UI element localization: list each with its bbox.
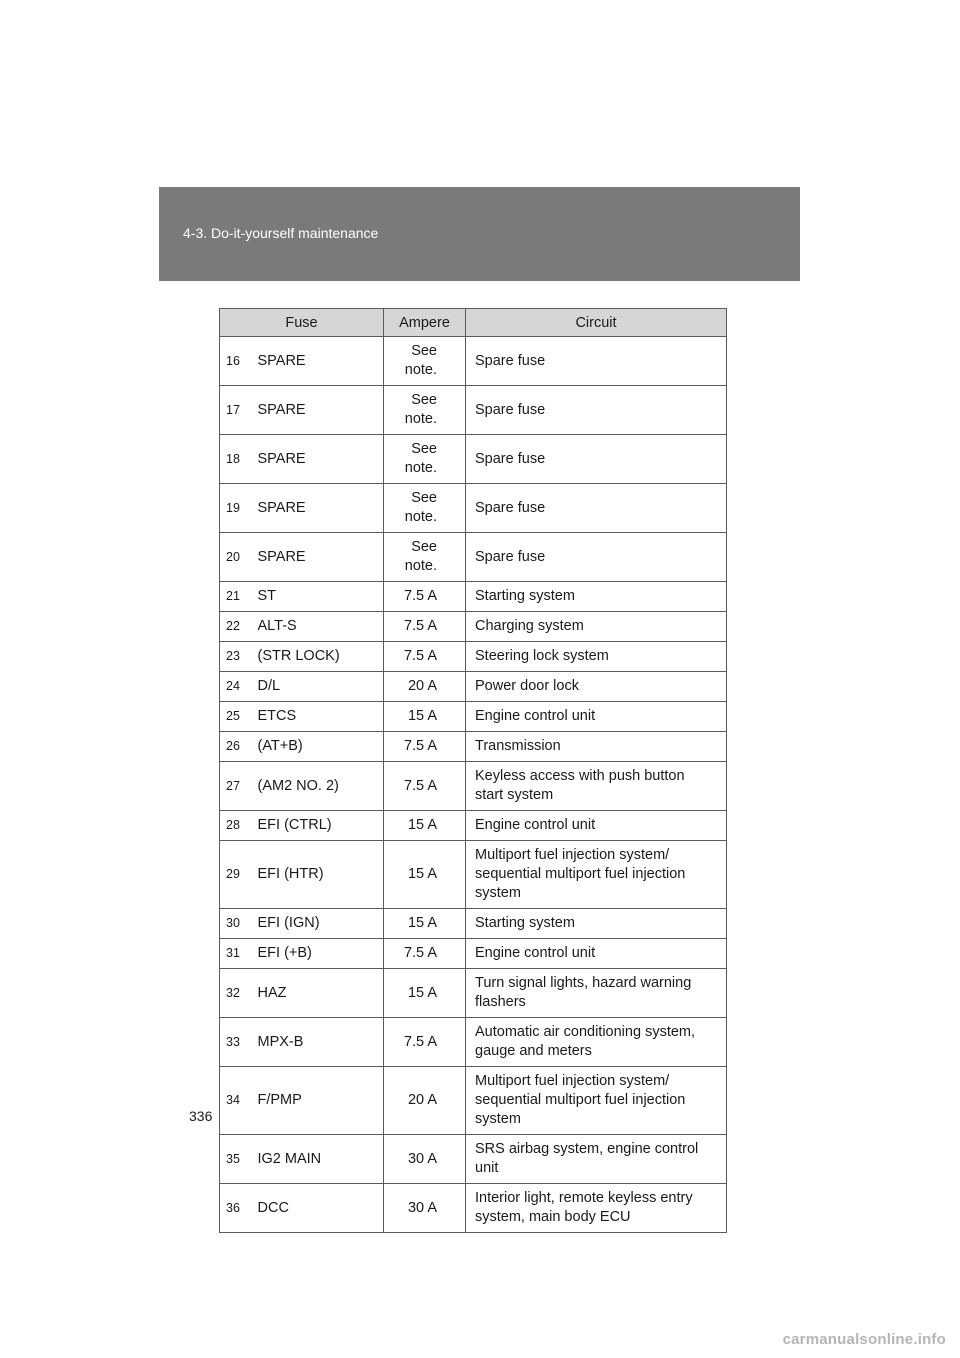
fuse-number: 20 [220,533,253,582]
fuse-name: D/L [253,672,384,702]
fuse-name: EFI (+B) [253,939,384,969]
table-row [220,939,727,969]
fuse-name: (STR LOCK) [253,642,384,672]
table-row [220,582,727,612]
fuse-number: 26 [220,732,253,762]
table-row [220,702,727,732]
fuse-name: EFI (CTRL) [253,811,384,841]
fuse-number: 17 [220,386,253,435]
fuse-ampere: See note. [384,533,466,582]
fuse-name: SPARE [253,386,384,435]
fuse-name: ST [253,582,384,612]
fuse-name: ALT-S [253,612,384,642]
fuse-ampere: 7.5 A [384,642,466,672]
fuse-number: 21 [220,582,253,612]
fuse-circuit: Spare fuse [466,533,727,582]
fuse-ampere: 7.5 A [384,612,466,642]
fuse-circuit: Engine control unit [466,811,727,841]
fuse-circuit: Power door lock [466,672,727,702]
fuse-circuit: Spare fuse [466,337,727,386]
fuse-ampere: 7.5 A [384,732,466,762]
fuse-number: 22 [220,612,253,642]
fuse-ampere: 30 A [384,1135,466,1184]
fuse-ampere: 7.5 A [384,1018,466,1067]
fuse-ampere: 15 A [384,811,466,841]
table-row [220,762,727,811]
page-number: 336 [189,1108,213,1124]
fuse-circuit: Charging system [466,612,727,642]
fuse-number: 25 [220,702,253,732]
fuse-number: 31 [220,939,253,969]
table-header-row [220,309,727,337]
fuse-name: SPARE [253,337,384,386]
fuse-name: EFI (IGN) [253,909,384,939]
table-row [220,642,727,672]
table-row [220,1184,727,1233]
fuse-circuit: Engine control unit [466,702,727,732]
fuse-number: 29 [220,841,253,909]
table-row [220,811,727,841]
table-row [220,612,727,642]
watermark: carmanualsonline.info [782,1331,946,1348]
fuse-circuit: Multiport fuel injection system/ sequential multiport fuel injection system [466,1067,727,1135]
table-row [220,909,727,939]
fuse-circuit: Starting system [466,909,727,939]
fuse-circuit: Keyless access with push button start system [466,762,727,811]
fuse-ampere: 30 A [384,1184,466,1233]
fuse-circuit: SRS airbag system, engine control unit [466,1135,727,1184]
fuse-number: 19 [220,484,253,533]
table-body [220,337,727,1233]
fuse-ampere: See note. [384,337,466,386]
fuse-number: 27 [220,762,253,811]
fuse-circuit: Spare fuse [466,435,727,484]
table-row [220,386,727,435]
fuse-ampere: 15 A [384,841,466,909]
fuse-ampere: 15 A [384,702,466,732]
fuse-number: 33 [220,1018,253,1067]
fuse-name: SPARE [253,533,384,582]
fuse-circuit: Automatic air conditioning system, gauge and meters [466,1018,727,1067]
fuse-number: 30 [220,909,253,939]
fuse-name: MPX-B [253,1018,384,1067]
fuse-ampere: 15 A [384,909,466,939]
fuse-ampere: 15 A [384,969,466,1018]
fuse-number: 34 [220,1067,253,1135]
table-row [220,732,727,762]
fuse-circuit: Multiport fuel injection system/ sequential multiport fuel injection system [466,841,727,909]
fuse-number: 35 [220,1135,253,1184]
table-row [220,484,727,533]
column-header-circuit: Circuit [466,309,727,337]
fuse-circuit: Starting system [466,582,727,612]
table-row [220,969,727,1018]
fuse-name: HAZ [253,969,384,1018]
fuse-circuit: Steering lock system [466,642,727,672]
fuse-ampere: See note. [384,386,466,435]
fuse-name: (AT+B) [253,732,384,762]
table-row [220,841,727,909]
fuse-number: 16 [220,337,253,386]
table-row [220,533,727,582]
fuse-name: SPARE [253,435,384,484]
column-header-fuse: Fuse [220,309,384,337]
fuse-circuit: Engine control unit [466,939,727,969]
section-header-band [159,187,800,281]
section-title: 4-3. Do-it-yourself maintenance [183,225,379,241]
fuse-ampere: 20 A [384,1067,466,1135]
fuse-ampere: 7.5 A [384,582,466,612]
fuse-name: SPARE [253,484,384,533]
fuse-table [219,308,727,1233]
fuse-ampere: See note. [384,435,466,484]
fuse-circuit: Interior light, remote keyless entry system, main body ECU [466,1184,727,1233]
fuse-ampere: 20 A [384,672,466,702]
fuse-circuit: Turn signal lights, hazard warning flashers [466,969,727,1018]
fuse-ampere: See note. [384,484,466,533]
fuse-number: 18 [220,435,253,484]
fuse-name: EFI (HTR) [253,841,384,909]
table-row [220,337,727,386]
fuse-name: (AM2 NO. 2) [253,762,384,811]
fuse-name: F/PMP [253,1067,384,1135]
table-row [220,672,727,702]
fuse-number: 36 [220,1184,253,1233]
fuse-name: DCC [253,1184,384,1233]
fuse-number: 24 [220,672,253,702]
table-row [220,435,727,484]
fuse-name: ETCS [253,702,384,732]
fuse-number: 23 [220,642,253,672]
fuse-number: 32 [220,969,253,1018]
fuse-name: IG2 MAIN [253,1135,384,1184]
table-row [220,1135,727,1184]
table-row [220,1018,727,1067]
column-header-ampere: Ampere [384,309,466,337]
fuse-circuit: Spare fuse [466,386,727,435]
fuse-ampere: 7.5 A [384,939,466,969]
fuse-circuit: Spare fuse [466,484,727,533]
fuse-ampere: 7.5 A [384,762,466,811]
table-row [220,1067,727,1135]
fuse-circuit: Transmission [466,732,727,762]
fuse-number: 28 [220,811,253,841]
